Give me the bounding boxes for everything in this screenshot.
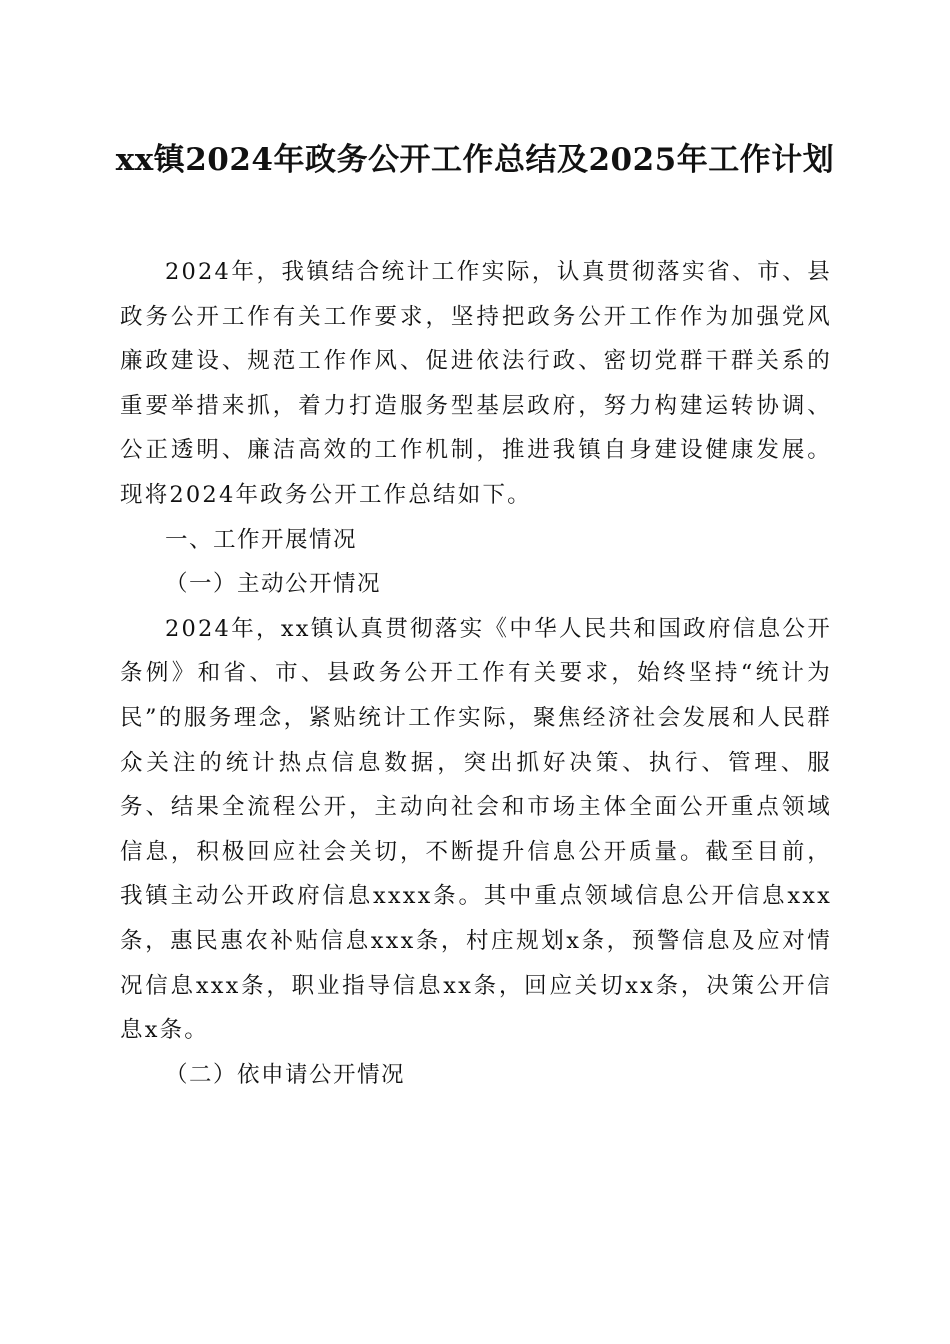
subsection-heading-active-disclosure: （一）主动公开情况 xyxy=(165,571,382,598)
active-disclosure-paragraph: 2024年，xx镇认真贯彻落实《中华人民共和国政府信息公开条例》和省、市、县政务公开工作有关要求，始终坚持“统计为民”的服务理念，紧贴统计工作实际，聚焦经济社会发展和人民群众关注的统计热点信息数据，突出抓好决策、执行、管理、服务、结果全流程公开，主动向社会和市场主体全面公开重点领域信息，积极回应社会关切，不断提升信息公开质量。截至目前，我镇主动公开政府信息xxxx条。其中重点领域信息公开信息xxx条，惠民惠农补贴信息xxx条，村庄规划x条，预警信息及应对情况信息xxx条，职业指导信息xx条，回应关切xx条，决策公开信息x条。 xyxy=(120,615,832,1044)
subsection-heading-application-disclosure: （二）依申请公开情况 xyxy=(165,1061,406,1088)
document-body xyxy=(120,250,832,1097)
section-heading-work-progress: 一、工作开展情况 xyxy=(165,526,358,553)
intro-paragraph: 2024年，我镇结合统计工作实际，认真贯彻落实省、市、县政务公开工作有关工作要求，坚持把政务公开工作作为加强党风廉政建设、规范工作作风、促进依法行政、密切党群干群关系的重要举措来抓，着力打造服务型基层政府，努力构建运转协调、公正透明、廉洁高效的工作机制，推进我镇自身建设健康发展。现将2024年政务公开工作总结如下。 xyxy=(120,259,832,508)
document-title: xx镇2024年政务公开工作总结及2025年工作计划 xyxy=(115,142,835,178)
